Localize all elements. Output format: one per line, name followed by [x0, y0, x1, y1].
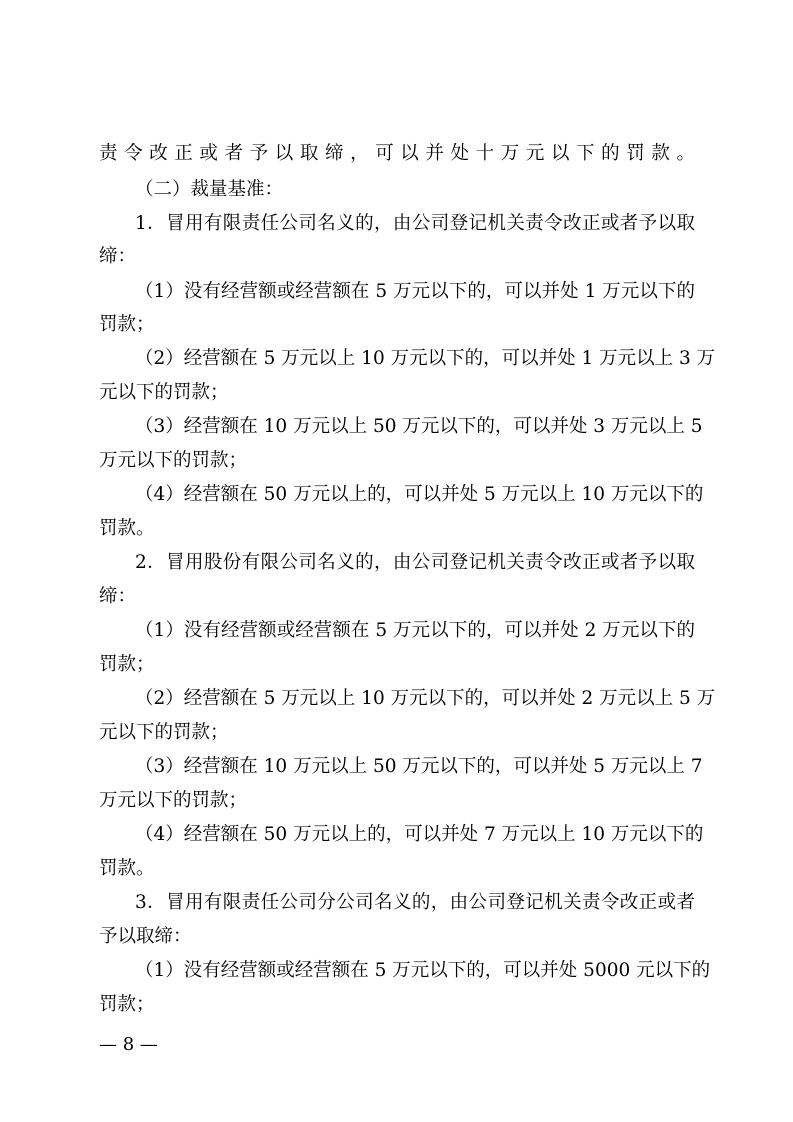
text-line: 罚款； [99, 314, 155, 335]
text-line: 罚款； [99, 654, 155, 675]
text-line: （2）经营额在 5 万元以上 10 万元以下的，可以并处 2 万元以上 5 万 [135, 688, 716, 709]
text-line: （1）没有经营额或经营额在 5 万元以下的，可以并处 5000 元以下的 [135, 960, 711, 981]
text-line: 罚款； [99, 994, 155, 1015]
text-line: （3）经营额在 10 万元以上 50 万元以下的，可以并处 3 万元以上 5 [135, 416, 703, 437]
text-line: （2）经营额在 5 万元以上 10 万元以下的，可以并处 1 万元以上 3 万 [135, 348, 716, 369]
text-line: 缔： [99, 586, 137, 607]
text-line: 万元以下的罚款； [99, 450, 248, 471]
page-number: — 8 — [99, 1034, 158, 1055]
text-line: （3）经营额在 10 万元以上 50 万元以下的，可以并处 5 万元以上 7 [135, 756, 703, 777]
text-line: 元以下的罚款； [99, 722, 229, 743]
text-line: （1）没有经营额或经营额在 5 万元以下的，可以并处 1 万元以下的 [135, 281, 695, 302]
text-line: 罚款。 [99, 858, 155, 879]
text-line: （4）经营额在 50 万元以上的，可以并处 7 万元以上 10 万元以下的 [135, 824, 704, 845]
text-line: 责令改正或者予以取缔，可以并处十万元以下的罚款。 [99, 143, 695, 164]
text-line: 元以下的罚款； [99, 382, 229, 403]
text-line: 2．冒用股份有限公司名义的，由公司登记机关责令改正或者予以取 [135, 552, 695, 573]
text-line: （4）经营额在 50 万元以上的，可以并处 5 万元以上 10 万元以下的 [135, 484, 704, 505]
text-line: 3．冒用有限责任公司分公司名义的，由公司登记机关责令改正或者 [135, 892, 695, 913]
text-line: 罚款。 [99, 518, 155, 539]
text-line: 万元以下的罚款； [99, 790, 248, 811]
section-heading: （二）裁量基准： [135, 179, 284, 200]
text-line: 缔： [99, 246, 137, 267]
text-line: （1）没有经营额或经营额在 5 万元以下的，可以并处 2 万元以下的 [135, 620, 695, 641]
text-line: 予以取缔： [99, 926, 192, 947]
text-line: 1．冒用有限责任公司名义的，由公司登记机关责令改正或者予以取 [135, 213, 695, 234]
